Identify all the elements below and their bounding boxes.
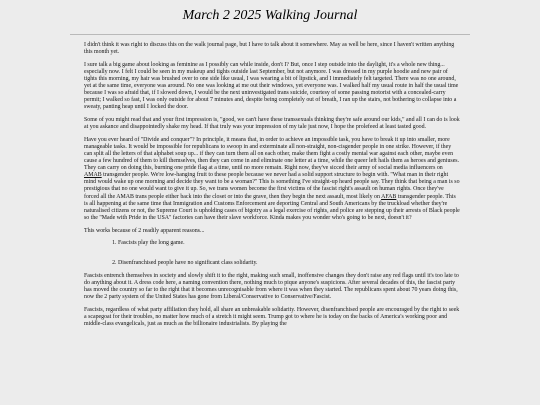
paragraph-text: transgender people. We're low-hanging fruit to these people because we never had a solid support structure to begin with. "What man in their right mind would wake up one morning and decide they want to be a woman?" This is something I've straight-up heard people say. They think that being a man is so prestigious that no one would want to give it up. So, we trans women become the first victims of the fascist right's assault on human rights. Once they've forced all the AMAB trans people either back into the closet or into the grave, then they begin the next assault, most likely on bbox=[84, 172, 460, 200]
reasons-list bbox=[84, 240, 460, 267]
paragraph-long-game: Fascists entrench themselves in society and slowly shift it to the right, making such small, inoffensive changes they don't raise any red flags until it's too late to do anything about it. A dress code here, a naming convention there, nothing much to pique anyone's suspicions. After several decades of this, the fascist party has moved the country so far to the right that it becomes unrecognisable from where it was when they started. The republicans spent about 70 years doing this, now the 2 party system of the United States has gone from Liberal/Conservative to Conservative/Fascist. bbox=[84, 272, 459, 300]
term-amab: AMAB bbox=[84, 172, 102, 179]
paragraph-intro: I didn't think it was right to discuss this on the walk journal page, but I have to talk about it somewhere. May as well be here, since I haven't written anything this month yet. bbox=[84, 42, 455, 56]
paragraph-walk: I sure talk a big game about looking as feminine as I possibly can while inside, don't I? But, once I step outside into the daylight, it's a whole new thing... especially now. I felt I could be seen in my makeup and tights outside last September, but not anymore. I was dressed in my purple hoodie and new pair of tights this morning, my hair was brushed over to one side like usual, I was wearing a bit of lipstick, and I immediately felt targeted. There was no one around, yet at the same time, everyone was around. No one was looking at me out their windows, yet everyone was. I walked half my usual route in half the usual time because I was so afraid that, if I slowed down, I would be the next uninvestigated trans suicide, courtesy of some passing motorist with a concealed-carry permit; I walked so fast, I was only outside for about 7 minutes and, despite being completely out of breath, I ran up the stairs, not bothering to collapse into a sweaty, panting heap until I locked the door. bbox=[84, 61, 459, 111]
paragraph-solidarity: Fascists, regardless of what party affiliation they hold, all share an unbreakable solidarity. However, disenfranchised people are encouraged by the right to seek a scapegoat for their troubles, no matter how much of a stretch it might seem. Trump got to where he is today on the backs of America's working poor and middle-class evangelicals, just as much as the billionaire industrialists. By playing the bbox=[84, 306, 460, 327]
list-item: 2. Disenfranchised people have no significant class solidarity. bbox=[118, 260, 460, 267]
paragraph-divide-and-conquer bbox=[84, 137, 460, 222]
paragraph-text: Have you ever heard of "Divide and conquer"? In principle, it means that, in order to achieve an impossible task, you have to break it up into smaller, more manageable tasks. It would be impossible for republicans to swoop in and exterminate all non-straight, non-cisgender people in one strike. However, if they can split all the letters of that alphabet soup up... if they can turn them all on each other, make them fight a costly mental war against each other, maybe even cause a few hundred of them to kill themselves, then they can come in and eliminate one letter at a time, while the queer left hails them as heroes and geniuses. They can carry on doing this, burning one pride flag at a time, until no more remain. Right now, they've sicced their army of social media influencers on bbox=[84, 136, 460, 172]
page-title: March 2 2025 Walking Journal bbox=[182, 8, 358, 23]
journal-body bbox=[84, 42, 460, 333]
title-divider bbox=[70, 34, 470, 35]
paragraph-text: transgender people. This is all happening at the same time that Immigration and Customs Enforcement are deporting Central and South Americans by the truckload whether they're naturalised citizens or not, the Supreme Court is upholding cases of bigotry as a legal exercise of rights, and police are stepping up their arrests of Black people so the "Made with Pride in the USA" factories can have their slave workforce. Kinda makes you wonder who's going to be next, doesn't it? bbox=[84, 193, 460, 221]
term-afab: AFAB bbox=[381, 193, 397, 200]
paragraph-impression: Some of you might read that and your first impression is, "good, we can't have these transsexuals thinking they're safe around our kids," and all I can do is look at you askance and disappointedly shake my head. If that truly was your impression of my tale just now, I hope the prolefeed at least tasted good. bbox=[84, 117, 460, 131]
paragraph-reasons-intro: This works because of 2 readily apparent reasons... bbox=[84, 227, 205, 234]
list-item: 1. Fascists play the long game. bbox=[118, 240, 460, 247]
